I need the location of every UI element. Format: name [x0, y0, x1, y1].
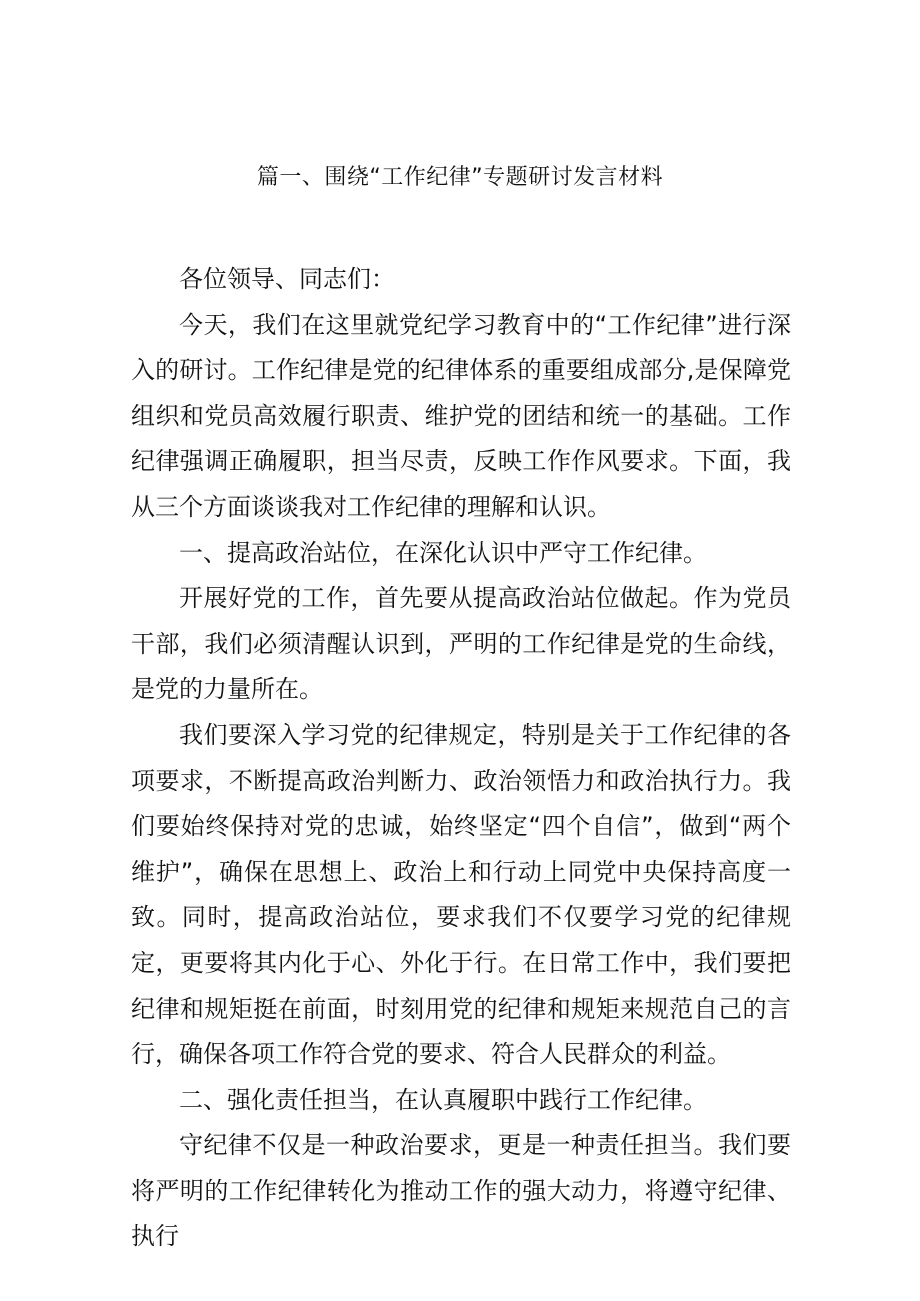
paragraph: 我们要深入学习党的纪律规定，特别是关于工作纪律的各项要求，不断提高政治判断力、政治领悟力和政治执行力。我们要始终保持对党的忠诚，始终坚定“四个自信”，做到“两个维护”，确保在思想上、政治上和行动上同党中央保持高度一致。同时，提高政治站位，要求我们不仅要学习党的纪律规定，更要将其内化于心、外化于行。在日常工作中，我们要把纪律和规矩挺在前面，时刻用党的纪律和规矩来规范自己的言行，确保各项工作符合党的要求、符合人民群众的利益。 [131, 720, 791, 1069]
document-body [131, 257, 791, 1260]
paragraph-salutation: 各位领导、同志们： [179, 265, 395, 293]
section-heading-1: 一、提高政治站位，在深化认识中严守工作纪律。 [179, 538, 707, 567]
paragraph-intro: 今天，我们在这里就党纪学习教育中的“工作纪律”进行深入的研讨。工作纪律是党的纪律体系的重要组成部分,是保障党组织和党员高效履行职责、维护党的团结和统一的基础。工作纪律强调正确履职，担当尽责，反映工作作风要求。下面，我从三个方面谈谈我对工作纪律的理解和认识。 [131, 310, 791, 521]
paragraph: 开展好党的工作，首先要从提高政治站位做起。作为党员干部，我们必须清醒认识到，严明的工作纪律是党的生命线，是党的力量所在。 [131, 584, 791, 704]
section-heading-2: 二、强化责任担当，在认真履职中践行工作纪律。 [179, 1085, 707, 1114]
document-title: 篇一、围绕“工作纪律”专题研讨发言材料 [256, 165, 664, 190]
paragraph: 守纪律不仅是一种政治要求，更是一种责任担当。我们要将严明的工作纪律转化为推动工作的强大动力，将遵守纪律、执行 [131, 1131, 791, 1251]
